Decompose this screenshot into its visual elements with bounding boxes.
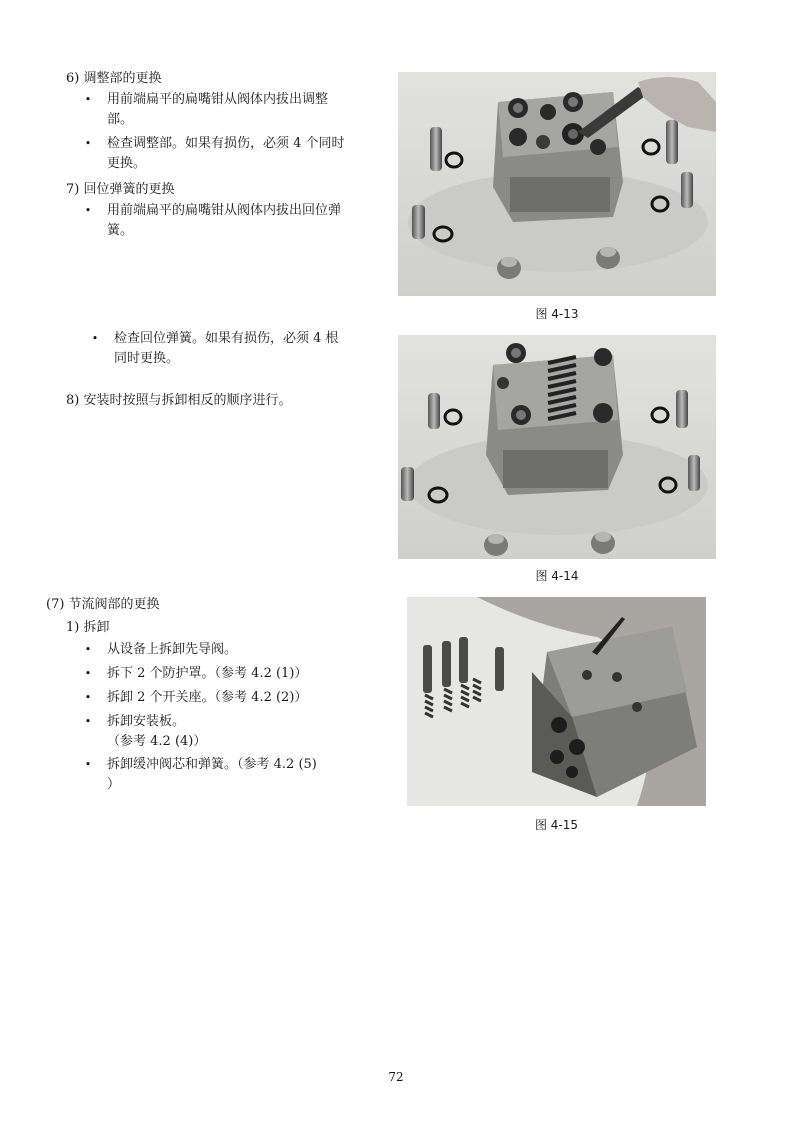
bullet-text-line: 部。 <box>107 112 134 127</box>
bullet-text-line: 拆下 2 个防护罩。（参考 4.2 (1)） <box>107 666 308 681</box>
bullet-text-line: 同时更换。 <box>114 351 180 366</box>
bullet-text-line: 拆卸缓冲阀芯和弹簧。（参考 4.2 (5) <box>107 757 317 772</box>
bullet-text-line: 用前端扁平的扁嘴钳从阀体内拔出调整 <box>107 92 329 107</box>
throttle-valve-disassembly-image <box>407 597 706 806</box>
disassembly-sub-heading: 1) 拆卸 <box>66 620 110 635</box>
bullet-text-line: 从设备上拆卸先导阀。 <box>107 642 238 657</box>
section-6-heading: 6) 调整部的更换 <box>66 71 162 86</box>
bullet-text-line: 用前端扁平的扁嘴钳从阀体内拔出回位弹 <box>107 203 342 218</box>
bullet-text-line: 检查回位弹簧。如果有损伤，必须 4 根 <box>114 331 339 346</box>
bullet-text-line: 簧。 <box>107 223 134 238</box>
bullet-icon: • <box>84 204 92 217</box>
bullet-icon: • <box>84 643 92 656</box>
figure-caption: 图 4-14 <box>535 569 579 583</box>
figure-4-15-photo <box>407 597 706 806</box>
section-7-heading: 7) 回位弹簧的更换 <box>66 182 175 197</box>
bullet-icon: • <box>84 137 92 150</box>
section-8-heading: 8) 安装时按照与拆卸相反的顺序进行。 <box>66 393 292 408</box>
figure-caption: 图 4-13 <box>535 307 579 321</box>
bullet-icon: • <box>84 715 92 728</box>
valve-block-spring-image <box>398 335 716 559</box>
bullet-text-line: 更换。 <box>107 156 147 171</box>
bullet-text-line: 拆卸 2 个开关座。（参考 4.2 (2)） <box>107 690 308 705</box>
page-number: 72 <box>388 1070 404 1084</box>
bullet-icon: • <box>84 93 92 106</box>
figure-4-14-photo <box>398 335 716 559</box>
bullet-text-line: 检查调整部。如果有损伤，必须 4 个同时 <box>107 136 345 151</box>
bullet-icon: • <box>91 332 99 345</box>
figure-4-13-photo <box>398 72 716 296</box>
bullet-text-line: ） <box>107 777 121 792</box>
throttle-section-heading: (7) 节流阀部的更换 <box>46 597 160 612</box>
bullet-icon: • <box>84 758 92 771</box>
figure-caption: 图 4-15 <box>534 818 579 832</box>
bullet-icon: • <box>84 667 92 680</box>
valve-block-adjuster-image <box>398 72 716 296</box>
bullet-icon: • <box>84 691 92 704</box>
bullet-text-line: （参考 4.2 (4)） <box>107 734 207 749</box>
bullet-text-line: 拆卸安装板。 <box>107 714 186 729</box>
